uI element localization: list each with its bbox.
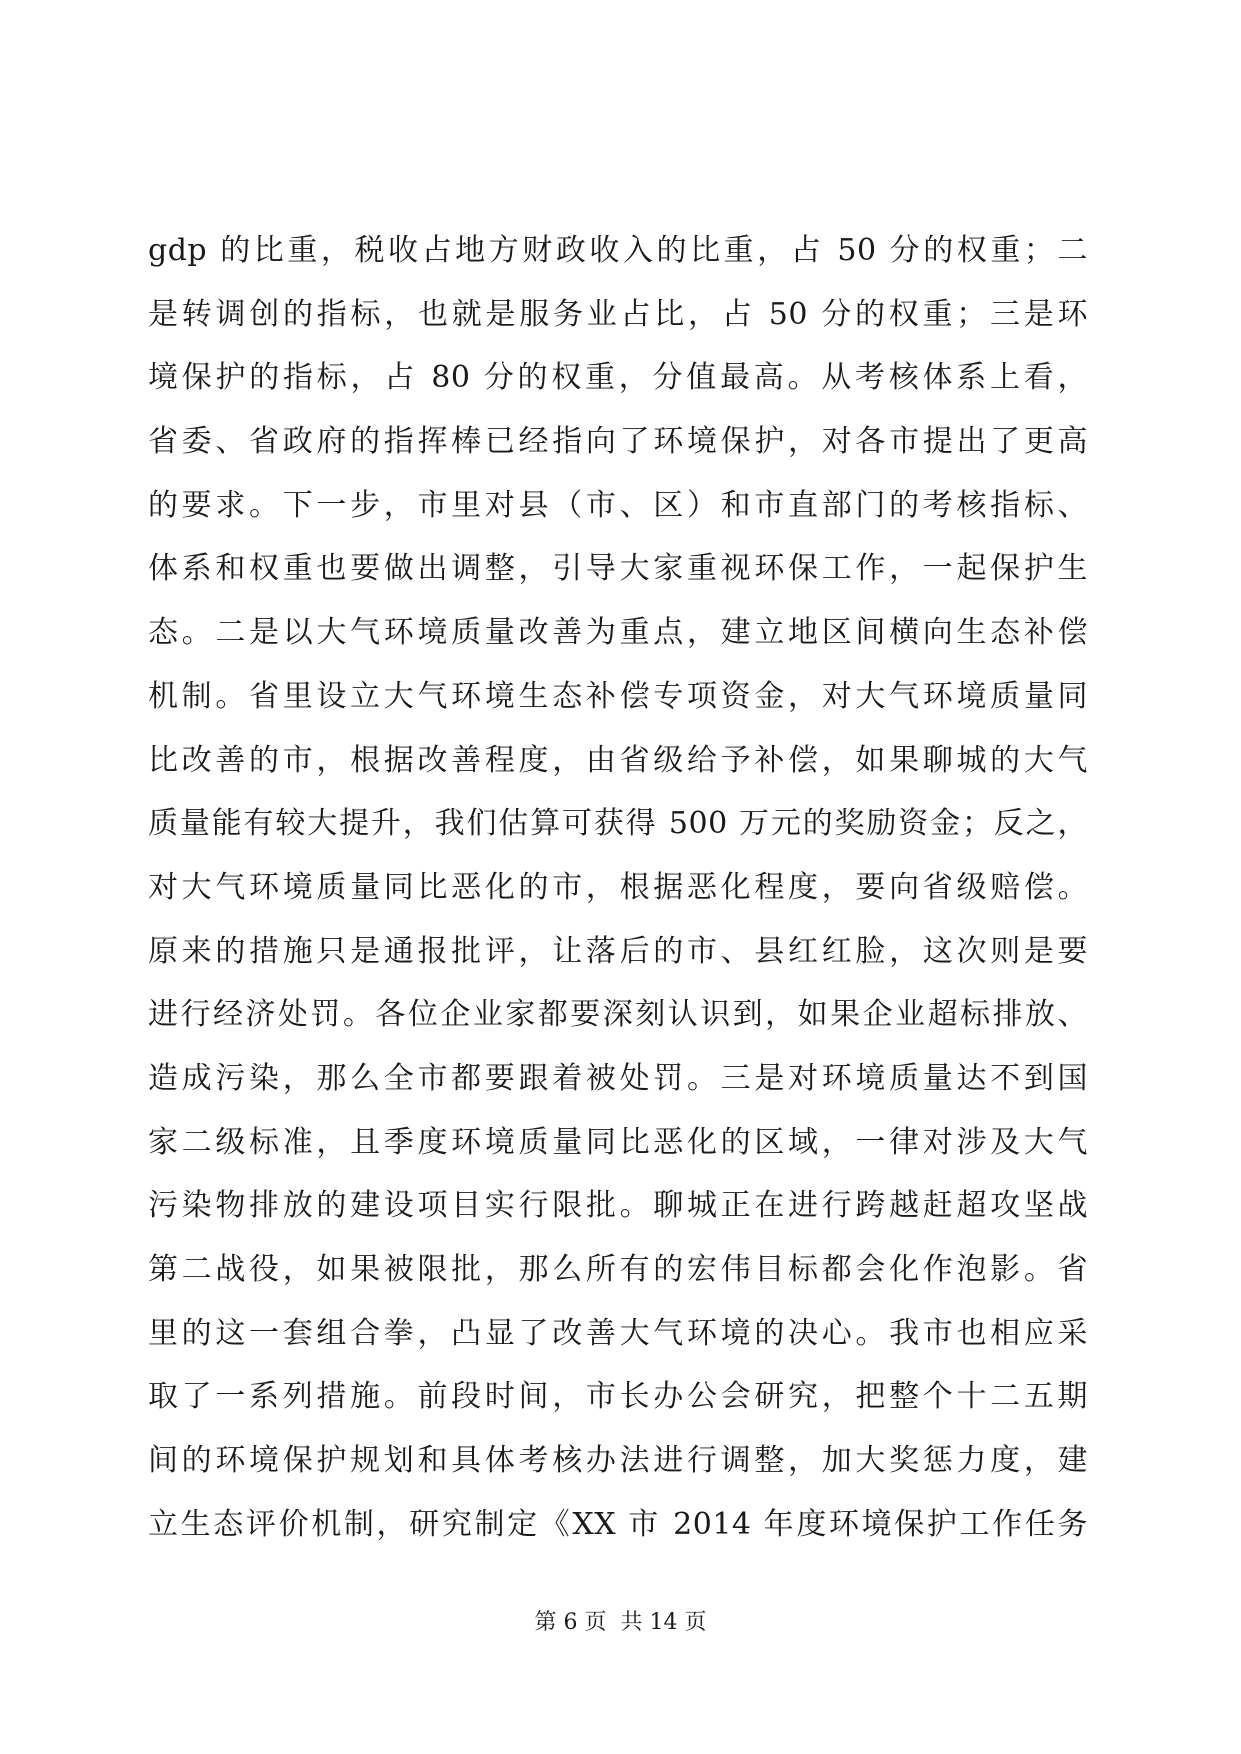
text-line: 是转调创的指标，也就是服务业占比，占 50 分的权重；三是环 [148, 296, 1088, 332]
text-line: 原来的措施只是通报批评，让落后的市、县红红脸，这次则是要 [148, 933, 1088, 969]
text-line: 省委、省政府的指挥棒已经指向了环境保护，对各市提出了更高 [148, 424, 1088, 460]
text-line: 取了一系列措施。前段时间，市长办公会研究，把整个十二五期 [148, 1379, 1088, 1415]
text-line: 造成污染，那么全市都要跟着被处罚。三是对环境质量达不到国 [148, 1060, 1088, 1096]
text-line: 境保护的指标，占 80 分的权重，分值最高。从考核体系上看， [148, 360, 1088, 396]
text-line: 间的环境保护规划和具体考核办法进行调整，加大奖惩力度，建 [148, 1443, 1088, 1479]
text-line: 态。二是以大气环境质量改善为重点，建立地区间横向生态补偿 [148, 615, 1088, 651]
text-line: 对大气环境质量同比恶化的市，根据恶化程度，要向省级赔偿。 [148, 869, 1088, 905]
text-line: 机制。省里设立大气环境生态补偿专项资金，对大气环境质量同 [148, 678, 1088, 714]
text-line: gdp 的比重，税收占地方财政收入的比重，占 50 分的权重；二 [148, 233, 1088, 268]
text-line: 进行经济处罚。各位企业家都要深刻认识到，如果企业超标排放、 [148, 997, 1088, 1033]
text-line: 比改善的市，根据改善程度，由省级给予补偿，如果聊城的大气 [148, 742, 1088, 778]
text-line: 体系和权重也要做出调整，引导大家重视环保工作，一起保护生 [148, 551, 1088, 587]
text-line: 第二战役，如果被限批，那么所有的宏伟目标都会化作泡影。省 [148, 1252, 1088, 1287]
text-line: 家二级标准，且季度环境质量同比恶化的区域，一律对涉及大气 [148, 1124, 1088, 1160]
page-number-total: 共 14 页 [620, 1610, 707, 1635]
body-text [148, 226, 1088, 1563]
text-line: 里的这一套组合拳，凸显了改善大气环境的决心。我市也相应采 [148, 1315, 1088, 1351]
text-line: 立生态评价机制，研究制定《XX 市 2014 年度环境保护工作任务 [148, 1506, 1088, 1542]
page-footer [0, 1608, 1241, 1638]
page-number-current: 第 6 页 [534, 1610, 607, 1635]
text-line: 的要求。下一步，市里对县（市、区）和市直部门的考核指标、 [148, 487, 1088, 523]
text-line: 污染物排放的建设项目实行限批。聊城正在进行跨越赶超攻坚战 [148, 1188, 1088, 1224]
text-line: 质量能有较大提升，我们估算可获得 500 万元的奖励资金；反之， [148, 806, 1088, 842]
